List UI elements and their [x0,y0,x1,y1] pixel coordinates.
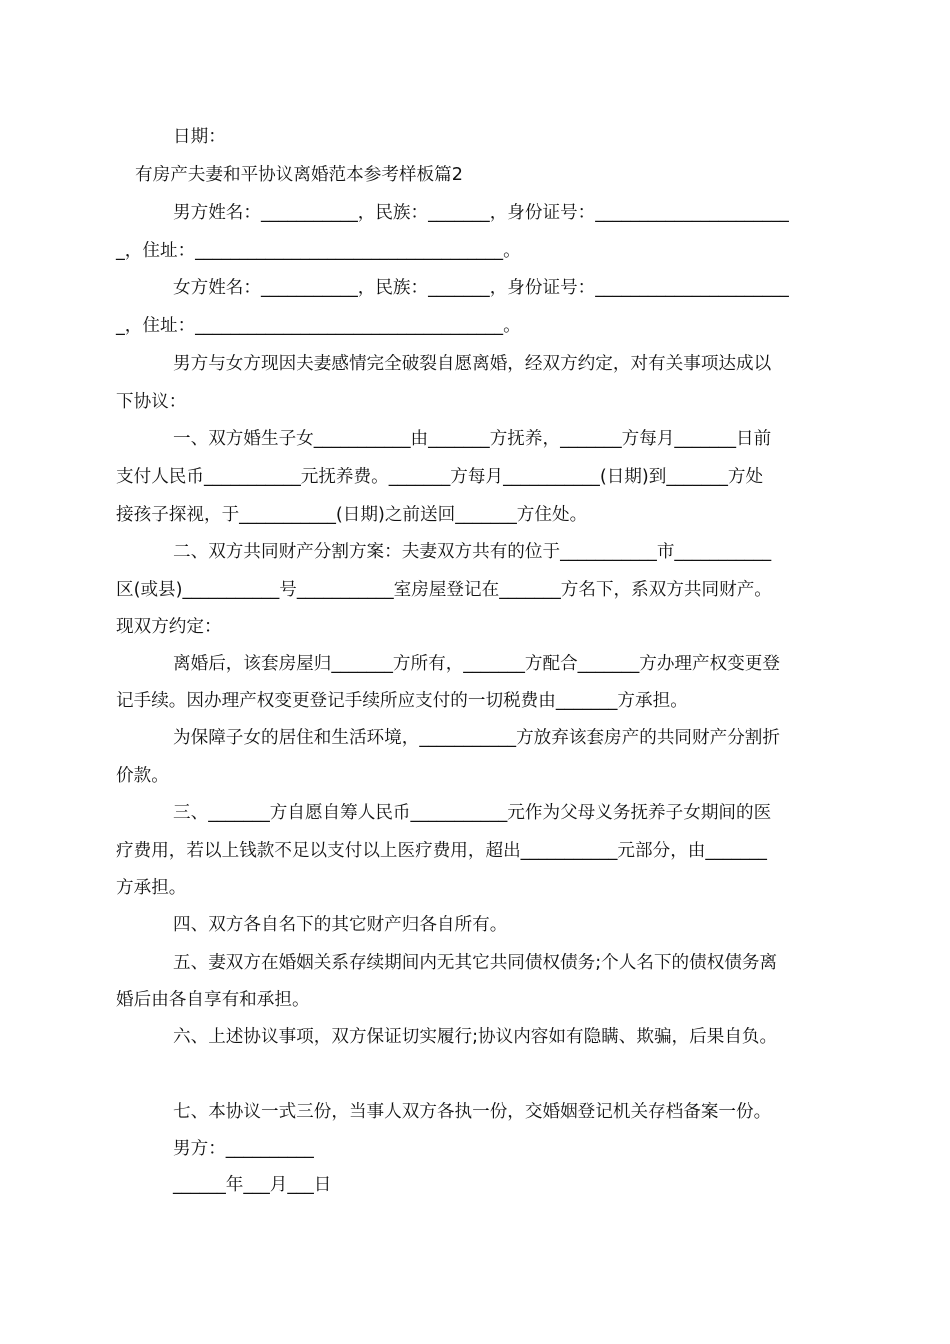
clause-line: 离婚后，该套房屋归_______方所有，_______方配合_______方办理产权变更登 [173,654,780,674]
female-address-line: _，住址：___________________________________。 [116,316,521,336]
document-title: 有房产夫妻和平协议离婚范本参考样板篇2 [135,165,463,185]
female-info-line: 女方姓名：___________，民族：_______，身份证号：______________________ [173,278,789,298]
preamble-line: 男方与女方现因夫妻感情完全破裂自愿离婚，经双方约定，对有关事项达成以 [173,354,772,374]
clause-line: 为保障子女的居住和生活环境，___________方放弃该套房产的共同财产分割折 [173,728,780,748]
clause-line: 七、本协议一式三份，当事人双方各执一份，交婚姻登记机关存档备案一份。 [173,1102,772,1122]
male-address-line: _，住址：___________________________________。 [116,241,521,261]
clause-line: 一、双方婚生子女___________由_______方抚养，_______方每月_______日前 [173,429,772,449]
clause-line: 价款。 [116,766,169,786]
clause-line: 四、双方各自名下的其它财产归各自所有。 [173,915,508,935]
clause-line: 疗费用，若以上钱款不足以支付以上医疗费用，超出___________元部分，由_______ [116,841,767,861]
date-signature-line: ______年___月___日 [173,1175,332,1195]
clause-line: 区(或县)___________号___________室房屋登记在_______方名下，系双方共同财产。 [116,580,772,600]
clause-line: 六、上述协议事项，双方保证切实履行;协议内容如有隐瞒、欺骗，后果自负。 [173,1027,778,1047]
signature-line: 男方：__________ [173,1139,314,1159]
clause-line: 支付人民币___________元抚养费。_______方每月___________(日期)到_______方处 [116,467,764,487]
clause-line: 接孩子探视，于___________(日期)之前送回_______方住处。 [116,505,588,525]
clause-line: 记手续。因办理产权变更登记手续所应支付的一切税费由_______方承担。 [116,691,688,711]
clause-line: 现双方约定： [116,617,222,637]
clause-line: 方承担。 [116,878,187,898]
clause-line: 婚后由各自享有和承担。 [116,990,310,1010]
preamble-line: 下协议： [116,392,187,412]
clause-line: 五、妻双方在婚姻关系存续期间内无其它共同债权债务;个人名下的债权债务离 [173,953,778,973]
date-line: 日期： [173,127,226,147]
male-info-line: 男方姓名：___________，民族：_______，身份证号：______________________ [173,203,789,223]
clause-line: 二、双方共同财产分割方案：夫妻双方共有的位于___________市___________ [173,542,772,562]
clause-line: 三、_______方自愿自筹人民币___________元作为父母义务抚养子女期间的医 [173,803,772,823]
